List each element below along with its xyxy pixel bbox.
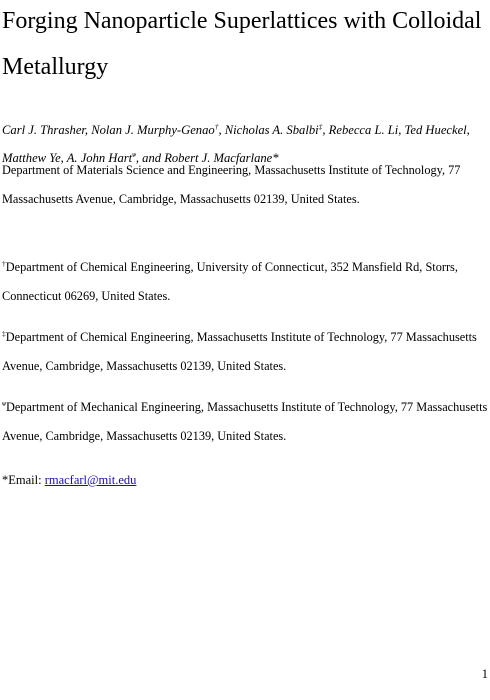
affiliation-cheme-mit <box>2 323 490 381</box>
affiliation-meche-mit <box>2 393 490 451</box>
affiliation-mark-dagger: † <box>214 121 219 131</box>
affiliation-uconn <box>2 253 490 311</box>
affiliation-text: Department of Chemical Engineering, University of Connecticut, 352 Mansfield Rd, Storrs, Connecticut 06269, United States. <box>2 260 458 303</box>
affiliation-mark: † <box>2 258 6 268</box>
author-names-1: Carl J. Thrasher, Nolan J. Murphy-Genao <box>2 123 215 137</box>
paper-title: Forging Nanoparticle Superlattices with Colloidal Metallurgy <box>2 8 482 80</box>
affiliation-text: Department of Chemical Engineering, Massachusetts Institute of Technology, 77 Massachusetts Avenue, Cambridge, Massachusetts 02139, United States. <box>2 330 477 373</box>
email-link[interactable]: rmacfarl@mit.edu <box>44 473 137 487</box>
affiliation-text: Department of Mechanical Engineering, Massachusetts Institute of Technology, 77 Massachusetts Avenue, Cambridge, Massachusetts 02139, United States. <box>2 400 488 443</box>
affiliation-mark-double-dagger: ‡ <box>318 121 323 131</box>
affiliation-mse-mit <box>2 156 490 214</box>
page-number: 1 <box>481 667 488 681</box>
affiliation-mark-psi: ᴪ <box>132 149 136 159</box>
author-names-3: , Rebecca L. Li, Ted Hueckel, Matthew Ye, A. John Hart <box>2 123 470 165</box>
corresponding-email <box>2 466 136 495</box>
email-label: *Email: <box>2 473 45 487</box>
author-names-2: , Nicholas A. Sbalbi <box>218 123 319 137</box>
affiliation-mark: ‡ <box>2 328 6 338</box>
author-names-4: , and Robert J. Macfarlane* <box>135 151 279 165</box>
affiliation-mark: ᴪ <box>2 398 6 408</box>
affiliation-text: Department of Materials Science and Engineering, Massachusetts Institute of Technology, 77 Massachusetts Avenue, Cambridge, Massachusetts 02139, United States. <box>2 163 461 206</box>
